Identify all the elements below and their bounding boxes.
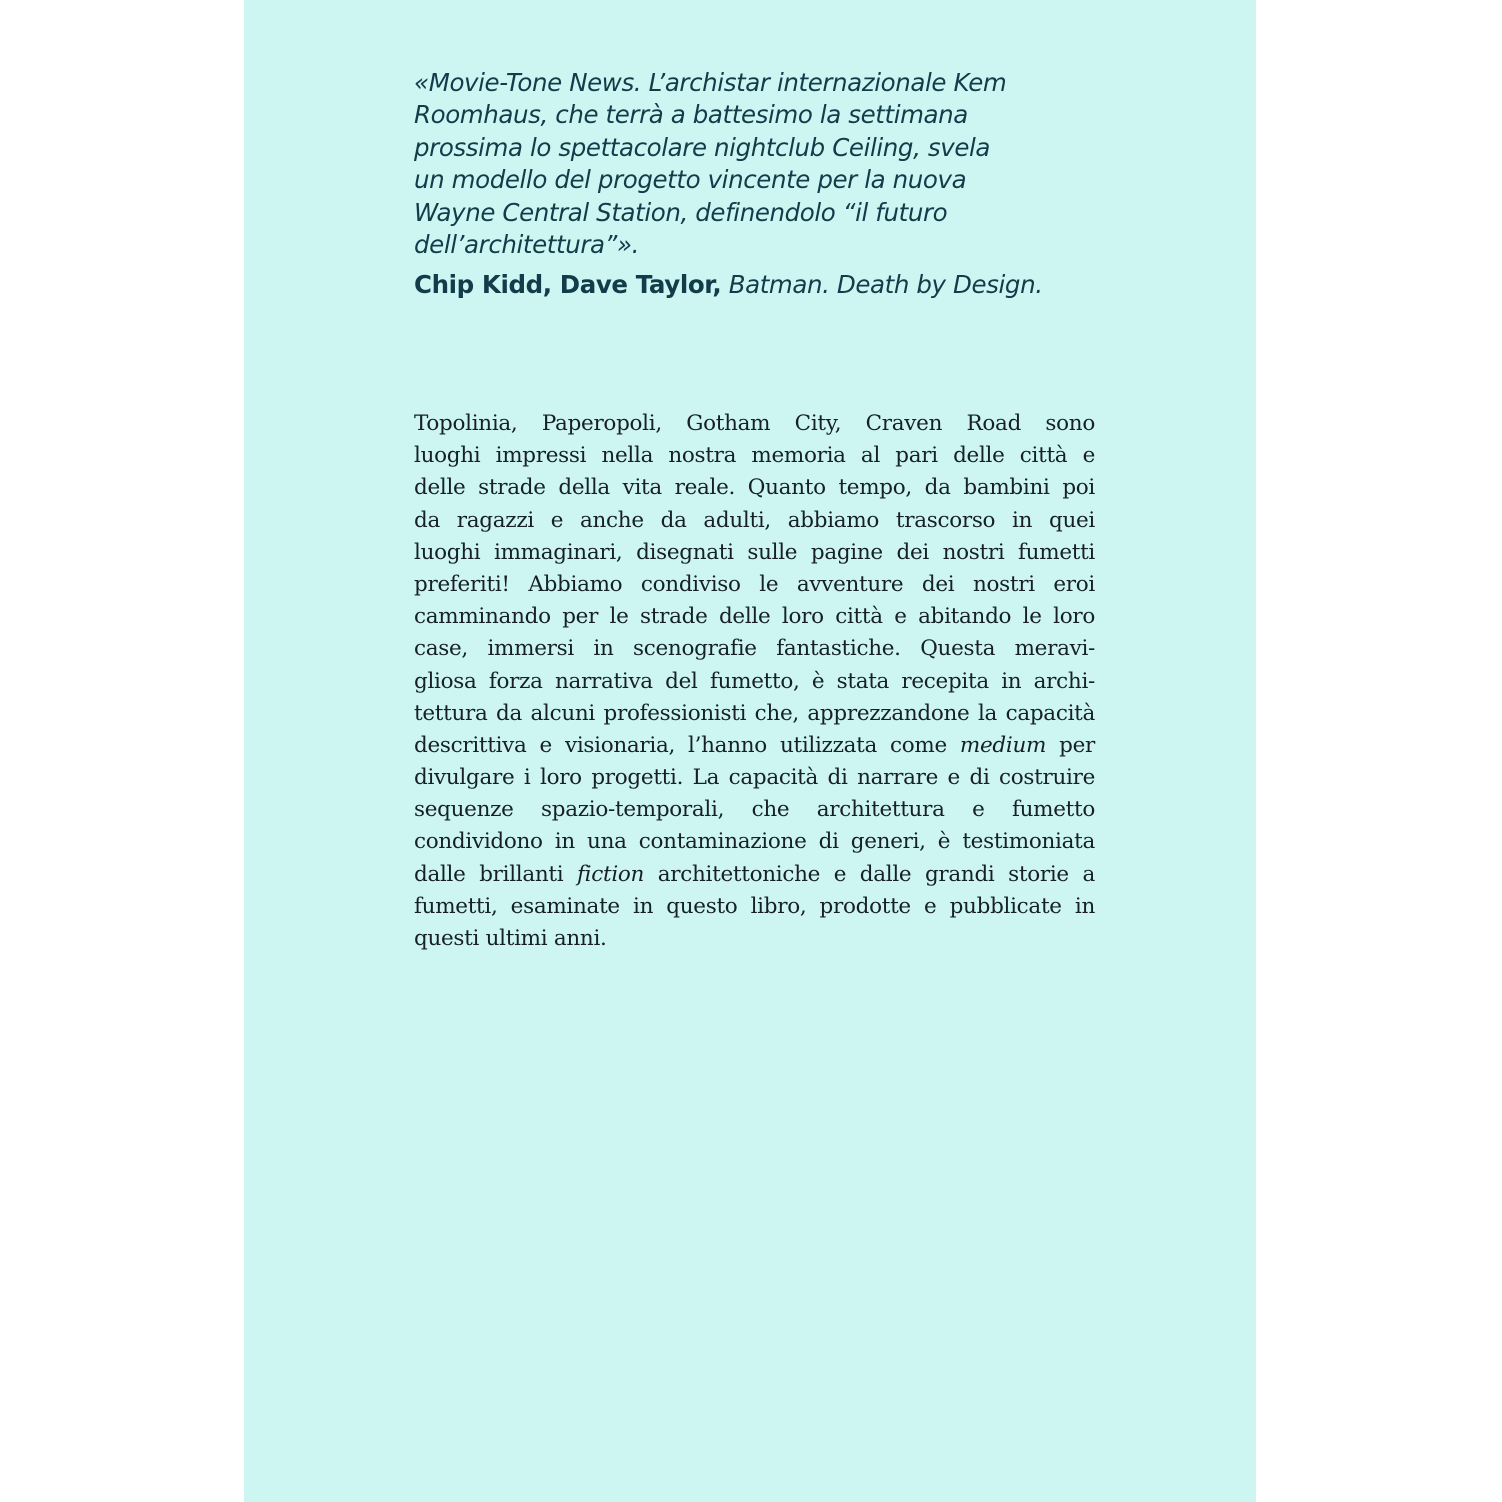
- blurb-line: tettura da alcuni professionisti che, apprezzandone la capacità: [414, 700, 1095, 726]
- blurb-line: delle strade della vita reale. Quanto tempo, da bambini poi: [414, 475, 1095, 501]
- blurb-line: Topolinia, Paperopoli, Gotham City, Craven Road sono: [414, 411, 1095, 436]
- blurb-line: preferiti! Abbiamo condiviso le avventure dei nostri eroi: [414, 571, 1095, 597]
- epigraph-quote: «Movie-Tone News. L’archistar internazionale Kem Roomhaus, che terrà a battesimo la settimana prossima lo spettacolare nightclub Ceiling, svela un modello del progetto vincente per la nuova Wayne Central Station, definendolo “il futuro dell’architettura”».: [414, 68, 1007, 260]
- epigraph-authors: Chip Kidd, Dave Taylor,: [414, 270, 722, 300]
- blurb-line: dalle brillanti fiction architettoniche e dalle grandi storie a: [414, 861, 1095, 887]
- blurb-line: da ragazzi e anche da adulti, abbiamo trascorso in quei: [414, 507, 1095, 533]
- epigraph-book-title: Batman. Death by Design.: [728, 270, 1043, 300]
- blurb-line: descrittiva e visionaria, l’hanno utilizzata come medium per: [414, 732, 1095, 758]
- blurb-line: condividono in una contaminazione di generi, è testimoniata: [414, 829, 1095, 855]
- blurb-line: luoghi impressi nella nostra memoria al pari delle città e: [414, 443, 1095, 469]
- emphasis-medium: medium: [959, 732, 1047, 758]
- blurb-line: camminando per le strade delle loro città e abitando le loro: [414, 604, 1095, 630]
- blurb-text: [414, 408, 1095, 955]
- blurb-line: sequenze spazio-temporali, che architettura e fumetto: [414, 797, 1095, 823]
- epigraph-source: [414, 269, 1104, 301]
- blurb-line: questi ultimi anni.: [414, 926, 607, 951]
- blurb-line: fumetti, esaminate in questo libro, prodotte e pubblicate in: [414, 893, 1095, 919]
- epigraph: [414, 67, 1104, 301]
- blurb-line: gliosa forza narrativa del fumetto, è stata recepita in archi-: [414, 668, 1095, 694]
- emphasis-fiction: fiction: [577, 861, 645, 887]
- blurb-line: divulgare i loro progetti. La capacità di narrare e di costruire: [414, 765, 1095, 791]
- blurb-line: case, immersi in scenografie fantastiche. Questa meravi-: [414, 636, 1095, 662]
- blurb-line: luoghi immaginari, disegnati sulle pagine dei nostri fumetti: [414, 539, 1095, 565]
